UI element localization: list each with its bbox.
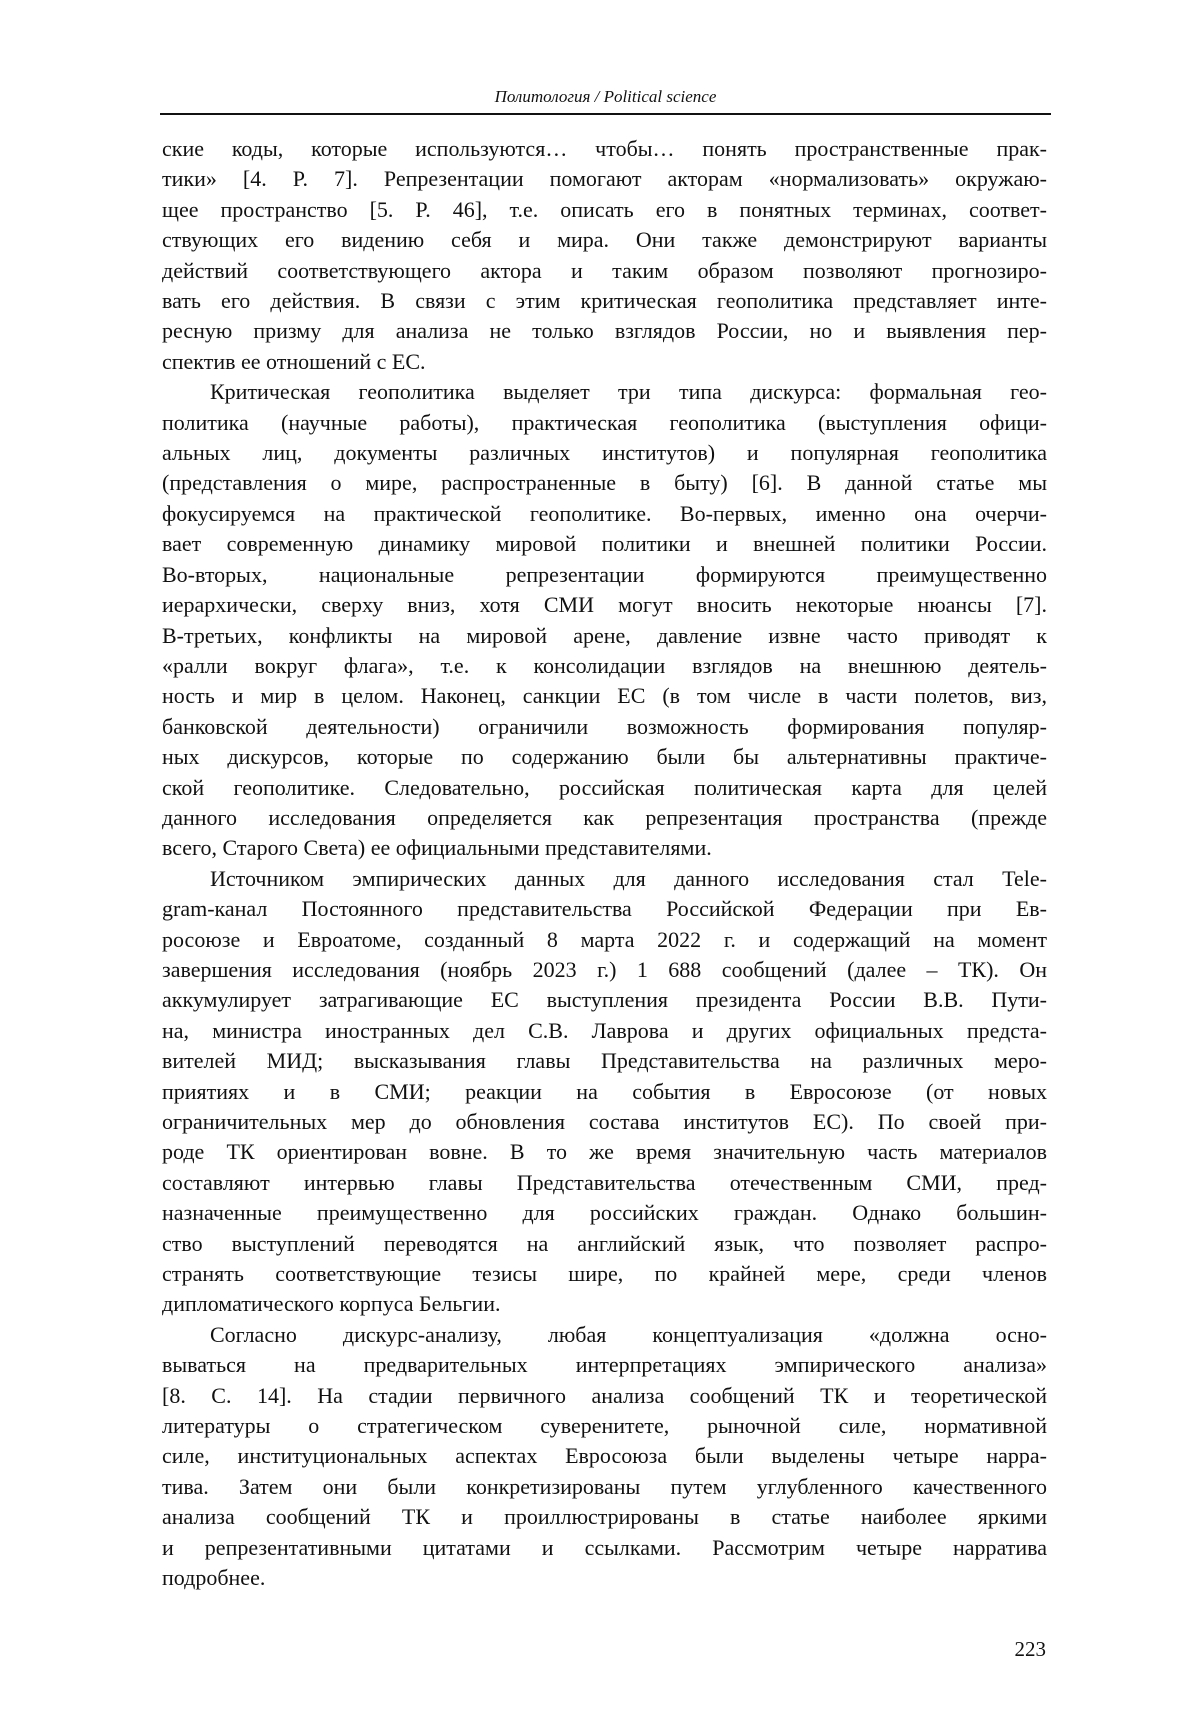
text-line: всего, Старого Света) ее официальными представителями. <box>162 835 712 861</box>
text-line: росоюзе и Евроатоме, созданный 8 марта 2022 г. и содержащий на момент <box>162 926 1047 952</box>
text-line: завершения исследования (ноябрь 2023 г.) 1 688 сообщений (далее – ТК). Он <box>162 956 1047 982</box>
text-line: данного исследования определяется как репрезентация пространства (прежде <box>162 804 1047 830</box>
text-line: иерархически, сверху вниз, хотя СМИ могут вносить некоторые нюансы [7]. <box>162 592 1047 618</box>
text-line: политика (научные работы), практическая геополитика (выступления офици- <box>162 409 1047 435</box>
text-line: альных лиц, документы различных институтов) и популярная геополитика <box>162 440 1047 466</box>
running-header: Политология / Political science <box>494 87 717 106</box>
text-line: вать его действия. В связи с этим критическая геополитика представляет инте- <box>162 288 1047 314</box>
text-line: Согласно дискурс-анализу, любая концептуализация «должна осно- <box>210 1321 1047 1347</box>
text-line: ствующих его видению себя и мира. Они также демонстрируют варианты <box>162 227 1047 253</box>
text-line: дипломатического корпуса Бельгии. <box>162 1291 501 1317</box>
text-line: «ралли вокруг флага», т.е. к консолидации взглядов на внешнюю деятель- <box>162 652 1047 678</box>
article-body <box>162 134 1047 1594</box>
text-line: ограничительных мер до обновления состава институтов ЕС). По своей при- <box>162 1109 1047 1134</box>
text-line: вителей МИД; высказывания главы Представительства на различных меро- <box>162 1048 1047 1074</box>
paragraph-2 <box>162 377 1047 864</box>
text-line: вываться на предварительных интерпретациях эмпирического анализа» <box>162 1352 1047 1378</box>
header-divider <box>160 113 1051 115</box>
text-line: ство выступлений переводятся на английский язык, что позволяет распро- <box>162 1230 1047 1256</box>
text-line: (представления о мире, распространенные в быту) [6]. В данной статье мы <box>162 470 1047 496</box>
text-line: тики» [4. P. 7]. Репрезентации помогают акторам «нормализовать» окружаю- <box>162 166 1047 192</box>
text-line: В-третьих, конфликты на мировой арене, давление извне часто приводят к <box>162 622 1047 648</box>
text-line: назначенные преимущественно для российских граждан. Однако большин- <box>162 1200 1047 1226</box>
paragraph-1 <box>162 134 1047 377</box>
text-line: роде ТК ориентирован вовне. В то же время значительную часть материалов <box>162 1139 1047 1165</box>
text-line: банковской деятельности) ограничили возможность формирования популяр- <box>162 713 1047 739</box>
text-line: приятиях и в СМИ; реакции на события в Евросоюзе (от новых <box>162 1078 1047 1104</box>
text-line: тива. Затем они были конкретизированы путем углубленного качественного <box>162 1473 1047 1499</box>
text-line: действий соответствующего актора и таким образом позволяют прогнозиро- <box>162 257 1047 283</box>
text-line: вает современную динамику мировой политики и внешней политики России. <box>162 531 1047 557</box>
text-line: странять соответствующие тезисы шире, по крайней мере, среди членов <box>162 1261 1047 1287</box>
page-number: 223 <box>1014 1637 1046 1661</box>
text-line: Источником эмпирических данных для данного исследования стал Tele- <box>210 865 1047 891</box>
text-line: Критическая геополитика выделяет три типа дискурса: формальная гео- <box>210 379 1047 405</box>
text-line: литературы о стратегическом суверенитете, рыночной силе, нормативной <box>162 1413 1047 1439</box>
text-line: ных дискурсов, которые по содержанию были бы альтернативны практиче- <box>162 744 1047 770</box>
text-line: Во-вторых, национальные репрезентации формируются преимущественно <box>162 561 1047 587</box>
text-line: ские коды, которые используются… чтобы… понять пространственные прак- <box>162 136 1047 161</box>
text-line: фокусируемся на практической геополитике. Во-первых, именно она очерчи- <box>162 500 1047 526</box>
text-line: на, министра иностранных дел С.В. Лаврова и других официальных предста- <box>162 1017 1047 1043</box>
paragraph-3 <box>162 864 1047 1320</box>
text-line: щее пространство [5. P. 46], т.е. описать его в понятных терминах, соответ- <box>162 196 1047 222</box>
text-line: анализа сообщений ТК и проиллюстрированы в статье наиболее яркими <box>162 1504 1047 1530</box>
text-line: аккумулирует затрагивающие ЕС выступления президента России В.В. Пути- <box>162 987 1047 1013</box>
paragraph-4 <box>162 1320 1047 1594</box>
text-line: составляют интервью главы Представительства отечественным СМИ, пред- <box>162 1169 1047 1195</box>
text-line: ской геополитике. Следовательно, российская политическая карта для целей <box>162 774 1047 800</box>
text-line: и репрезентативными цитатами и ссылками. Рассмотрим четыре нарратива <box>162 1534 1047 1560</box>
text-line: [8. С. 14]. На стадии первичного анализа сообщений ТК и теоретической <box>162 1382 1047 1408</box>
text-line: силе, институциональных аспектах Евросоюза были выделены четыре нарра- <box>162 1443 1047 1469</box>
text-line: gram-канал Постоянного представительства Российской Федерации при Ев- <box>162 896 1047 922</box>
text-line: спектив ее отношений с ЕС. <box>162 348 426 374</box>
text-line: ность и мир в целом. Наконец, санкции ЕС (в том числе в части полетов, виз, <box>162 683 1047 709</box>
text-line: подробнее. <box>162 1565 266 1591</box>
text-line: ресную призму для анализа не только взглядов России, но и выявления пер- <box>162 318 1047 344</box>
